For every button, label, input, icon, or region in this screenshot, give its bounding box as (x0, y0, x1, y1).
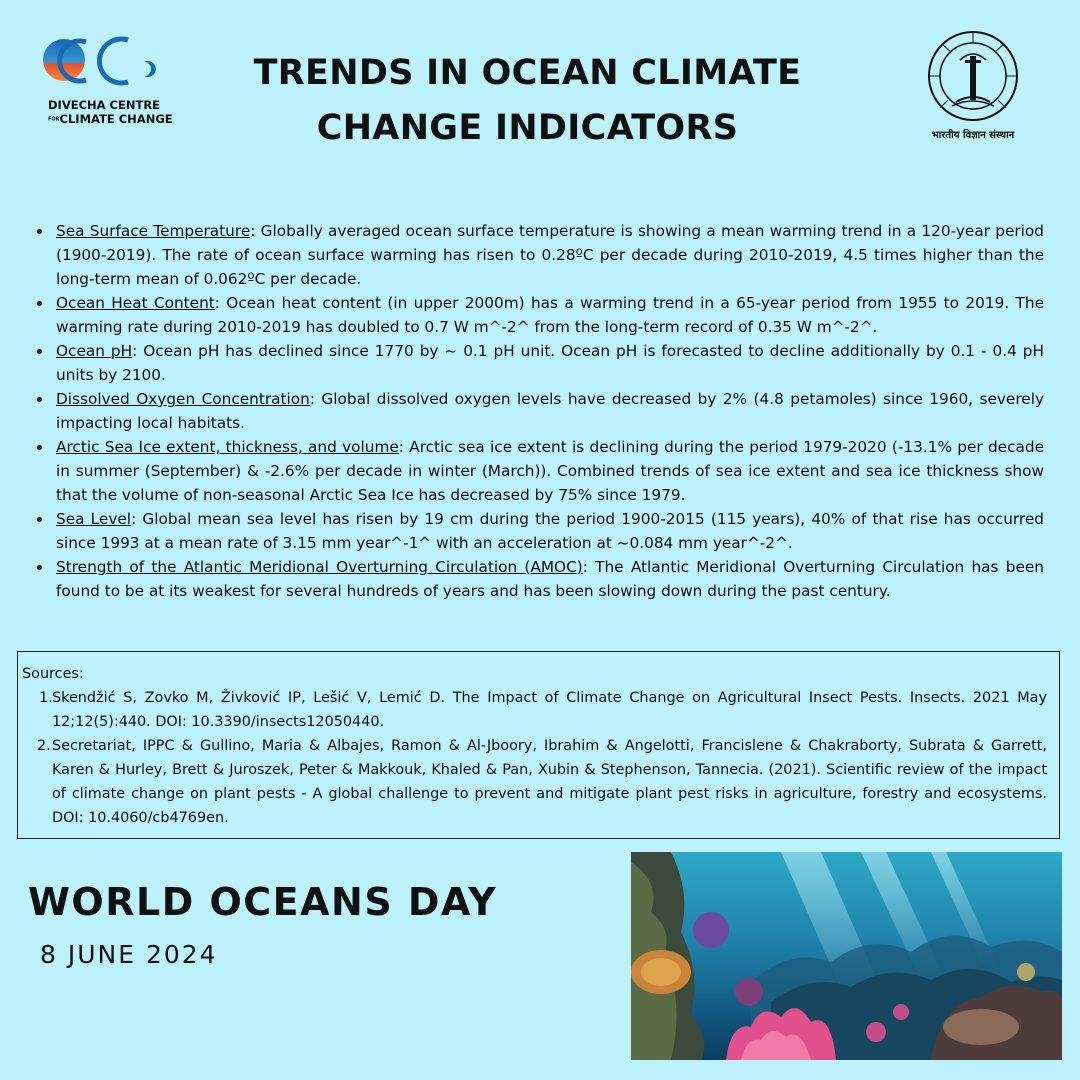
indicator-term: Sea Level (56, 510, 132, 528)
indicator-text: : Global mean sea level has risen by 19 cm during the period 1900-2015 (115 years), 40% of that rise has occurred since 1993 at a mean rate of 3.15 mm year^-1^ with an acceleration at ~0.084 mm year^-2^. (56, 510, 1044, 552)
event-date: 8 JUNE 2024 (40, 940, 218, 969)
logo-line-1: DIVECHA CENTRE (48, 98, 161, 112)
logo-line-2-small: FOR (48, 116, 60, 123)
source-text: Skendžić S, Zovko M, Živković IP, Lešić V, Lemić D. The Impact of Climate Change on Agricultural Insect Pests. Insects. 2021 May 12;12(5):440. DOI: 10.3390/insects12050440. (52, 690, 1047, 730)
indicator-text: : Globally averaged ocean surface temperature is showing a mean warming trend in a 120-year period (1900-2019). The rate of ocean surface warming has risen to 0.28ºC per decade during 2010-2019, 4.5 times higher than the long-term mean of 0.062ºC per decade. (56, 222, 1044, 288)
source-item (22, 686, 1047, 734)
sources-list (22, 686, 1047, 830)
list-item (32, 219, 1044, 291)
source-item (22, 734, 1047, 830)
iisc-devanagari-name: भारतीय विज्ञान संस्थान (931, 130, 1015, 141)
divecha-centre-logo (40, 30, 173, 130)
divecha-centre-logo-icon (40, 30, 160, 94)
indicator-text: : Ocean pH has declined since 1770 by ~ 0.1 pH unit. Ocean pH is forecasted to decline additionally by 0.1 - 0.4 pH units by 2100. (56, 342, 1044, 384)
indicators-list (32, 219, 1044, 603)
list-item (32, 555, 1044, 603)
coral-reef-photo (631, 852, 1062, 1060)
indicator-term: Dissolved Oxygen Concentration (56, 390, 310, 408)
list-item (32, 339, 1044, 387)
indicator-term: Arctic Sea Ice extent, thickness, and volume (56, 438, 399, 456)
list-item (32, 507, 1044, 555)
coral-reef-image (631, 852, 1062, 1060)
source-number: 2. (37, 738, 51, 754)
indicator-term: Ocean pH (56, 342, 133, 360)
indicator-text: : The Atlantic Meridional Overturning Circulation has been found to be at its weakest for several hundreds of years and has been slowing down during the past century. (56, 558, 1044, 600)
list-item (32, 387, 1044, 435)
list-item (32, 435, 1044, 507)
indicator-text: : Arctic sea ice extent is declining during the period 1979-2020 (-13.1% per decade in summer (September) & -2.6% per decade in winter (March)). Combined trends of sea ice extent and sea ice thickness show that the volume of non-seasonal Arctic Sea Ice has decreased by 75% since 1979. (56, 438, 1044, 504)
indicator-term: Sea Surface Temperature (56, 222, 251, 240)
indicator-text: : Global dissolved oxygen levels have decreased by 2% (4.8 petamoles) since 1960, severely impacting local habitats. (56, 390, 1045, 432)
indicator-term: Ocean Heat Content (56, 294, 215, 312)
iisc-logo (918, 30, 1028, 148)
source-text: Secretariat, IPPC & Gullino, Maria & Albajes, Ramon & Al-Jboory, Ibrahim & Angelotti, Francislene & Chakraborty, Subrata & Garrett, Karen & Hurley, Brett & Juroszek, Peter & Makkouk, Khaled & Pan, Xubin & Stephenson, Tannecia. (2021). Scientific review of the impact of climate change on plant pests - A global challenge to prevent and mitigate plant pest risks in agriculture, forestry and ecosystems. DOI: 10.4060/cb4769en. (52, 738, 1047, 826)
sources-box (17, 651, 1060, 839)
indicator-term: Strength of the Atlantic Meridional Overturning Circulation (AMOC) (56, 558, 583, 576)
sources-heading: Sources: (22, 666, 84, 682)
logo-line-2: CLIMATE CHANGE (59, 112, 173, 126)
source-number: 1. (39, 690, 53, 706)
iisc-seal-icon (918, 30, 1028, 126)
page-title: TRENDS IN OCEAN CLIMATE CHANGE INDICATORS (253, 53, 802, 148)
list-item (32, 291, 1044, 339)
indicator-text: : Ocean heat content (in upper 2000m) has a warming trend in a 65-year period from 1955 to 2019. The warming rate during 2010-2019 has doubled to 0.7 W m^-2^ from the long-term record of 0.35 W m^-2^. (56, 294, 1044, 336)
event-title: WORLD OCEANS DAY (28, 880, 498, 924)
